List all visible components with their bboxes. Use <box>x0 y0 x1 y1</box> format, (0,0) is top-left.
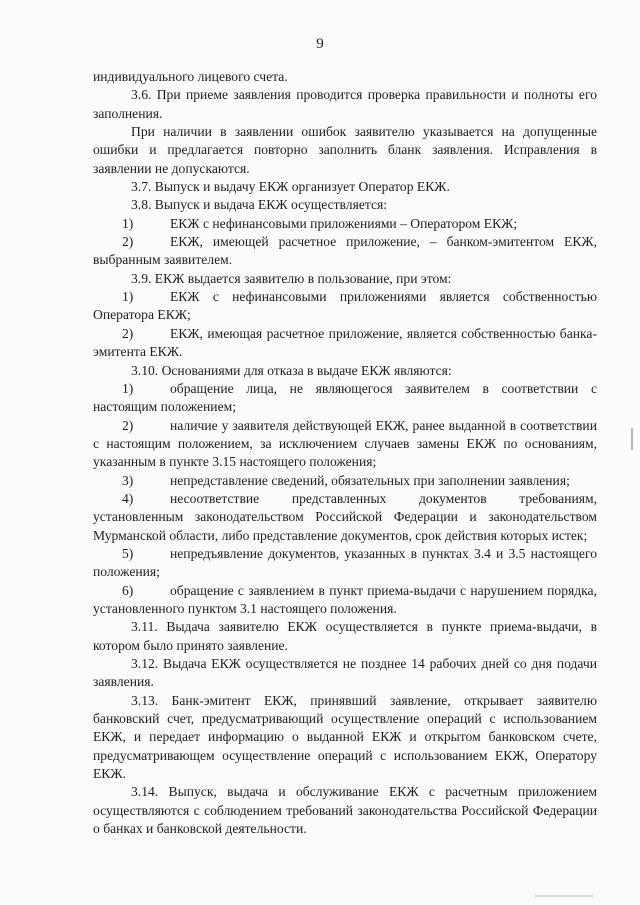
list-item <box>93 325 597 362</box>
list-item-number: 2) <box>122 325 134 341</box>
list-item-text: ЕКЖ с нефинансовыми приложениями – Оператором ЕКЖ; <box>170 215 518 231</box>
list-item-number: 2) <box>122 417 134 433</box>
list-item-number: 2) <box>122 234 134 250</box>
list-item-text: несоответствие представленных документов требованиям, установленным законодательством Российской Федерации и законодательством Мурманской области, либо представление документов, срок действия которых истек; <box>93 490 597 543</box>
paragraph: 3.9. ЕКЖ выдается заявителю в пользование, при этом: <box>131 270 452 286</box>
list-item <box>93 417 597 472</box>
list-item-number: 5) <box>122 545 134 561</box>
list-item <box>93 490 597 545</box>
scan-edge-mark <box>631 428 633 450</box>
paragraph: 3.6. При приеме заявления проводится проверка правильности и полноты его заполнения. <box>93 87 597 121</box>
list-item-text: ЕКЖ с нефинансовыми приложениями является собственностью Оператора ЕКЖ; <box>93 289 597 323</box>
list-item-text: наличие у заявителя действующей ЕКЖ, ранее выданной в соответствии с настоящим положением, за исключением случаев замены ЕКЖ по основаниям, указанным в пункте 3.15 настоящего положения; <box>93 417 597 470</box>
page-number: 9 <box>316 36 324 52</box>
list-item-text: непредставление сведений, обязательных при заполнении заявления; <box>170 472 570 488</box>
list-item-number: 4) <box>122 490 134 506</box>
list-item-text: непредъявление документов, указанных в пунктах 3.4 и 3.5 настоящего положения; <box>93 545 597 580</box>
paragraph: 3.13. Банк-эмитент ЕКЖ, принявший заявление, открывает заявителю банковский счет, предусматривающий осуществление операций с использованием ЕКЖ, и передает информацию о выданной ЕКЖ и открытом банковском счете, предусматривающем осуществление операций с использованием ЕКЖ, Оператору ЕКЖ. <box>93 692 597 782</box>
paragraph: 3.10. Основаниями для отказа в выдаче ЕКЖ являются: <box>131 362 452 378</box>
paragraph: При наличии в заявлении ошибок заявителю указывается на допущенные ошибки и предлагается повторно заполнить бланк заявления. Исправления в заявлении не допускаются. <box>93 124 597 176</box>
paragraph: 3.14. Выпуск, выдача и обслуживание ЕКЖ с расчетным приложением осуществляются с соблюдением требований законодательства Российской Федерации о банках и банковской деятельности. <box>93 784 597 837</box>
list-item-text: ЕКЖ, имеющая расчетное приложение, является собственностью банка-эмитента ЕКЖ. <box>93 325 597 360</box>
paragraph: 3.12. Выдача ЕКЖ осуществляется не позднее 14 рабочих дней со дня подачи заявления. <box>93 656 597 690</box>
list-item <box>93 472 597 490</box>
list-item-text: обращение лица, не являющегося заявителем в соответствии с настоящим положением; <box>93 380 597 415</box>
paragraph: 3.11. Выдача заявителю ЕКЖ осуществляется в пункте приема-выдачи, в котором было принято заявление. <box>93 619 597 653</box>
list-item <box>93 380 597 417</box>
paragraph-continuation: индивидуального лицевого счета. <box>93 69 288 84</box>
footer-scan-mark <box>535 895 593 897</box>
paragraph: 3.7. Выпуск и выдачу ЕКЖ организует Оператор ЕКЖ. <box>131 179 450 195</box>
list-item <box>93 215 597 233</box>
list-item-text: обращение с заявлением в пункт приема-выдачи с нарушением порядка, установленного пунктом 3.1 настоящего положения. <box>93 582 597 616</box>
document-body <box>93 68 597 838</box>
list-item <box>93 233 597 270</box>
list-item-text: ЕКЖ, имеющей расчетное приложение, – банком-эмитентом ЕКЖ, выбранным заявителем. <box>93 234 597 268</box>
list-item <box>93 288 597 325</box>
list-item-number: 6) <box>122 582 134 598</box>
list-item <box>93 582 597 619</box>
list-item-number: 1) <box>122 380 134 396</box>
list-item-number: 1) <box>122 215 134 231</box>
paragraph: 3.8. Выпуск и выдача ЕКЖ осуществляется: <box>131 197 388 213</box>
list-item-number: 1) <box>122 289 134 305</box>
list-item <box>93 545 597 582</box>
list-item-number: 3) <box>122 472 134 488</box>
